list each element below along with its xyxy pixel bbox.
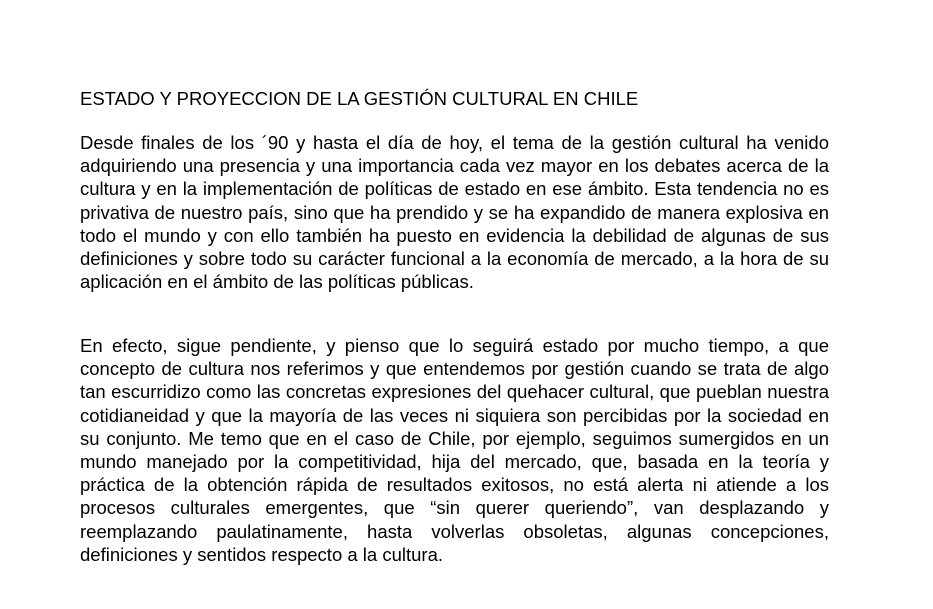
paragraph-1: Desde finales de los ´90 y hasta el día de hoy, el tema de la gestión cultural ha venido adquiriendo una presencia y una importancia cada vez mayor en los debates acerca de la cultura y en la implementación de políticas de estado en ese ámbito. Esta tendencia no es privativa de nuestro país, sino que ha prendido y se ha expandido de manera explosiva en todo el mundo y con ello también ha puesto en evidencia la debilidad de algunas de sus definiciones y sobre todo su carácter funcional a la economía de mercado, a la hora de su aplicación en el ámbito de las políticas públicas.: [80, 132, 829, 293]
document-page: [80, 0, 829, 609]
document-title: ESTADO Y PROYECCION DE LA GESTIÓN CULTURAL EN CHILE: [80, 88, 639, 109]
paragraph-2: En efecto, sigue pendiente, y pienso que lo seguirá estado por mucho tiempo, a que concepto de cultura nos referimos y que entendemos por gestión cuando se trata de algo tan escurridizo como las concretas expresiones del quehacer cultural, que pueblan nuestra cotidianeidad y que la mayoría de las veces ni siquiera son percibidas por la sociedad en su conjunto. Me temo que en el caso de Chile, por ejemplo, seguimos sumergidos en un mundo manejado por la competitividad, hija del mercado, que, basada en la teoría y práctica de la obtención rápida de resultados exitosos, no está alerta ni atiende a los procesos culturales emergentes, que “sin querer queriendo”, van desplazando y reemplazando paulatinamente, hasta volverlas obsoletas, algunas concepciones, definiciones y sentidos respecto a la cultura.: [80, 335, 829, 565]
